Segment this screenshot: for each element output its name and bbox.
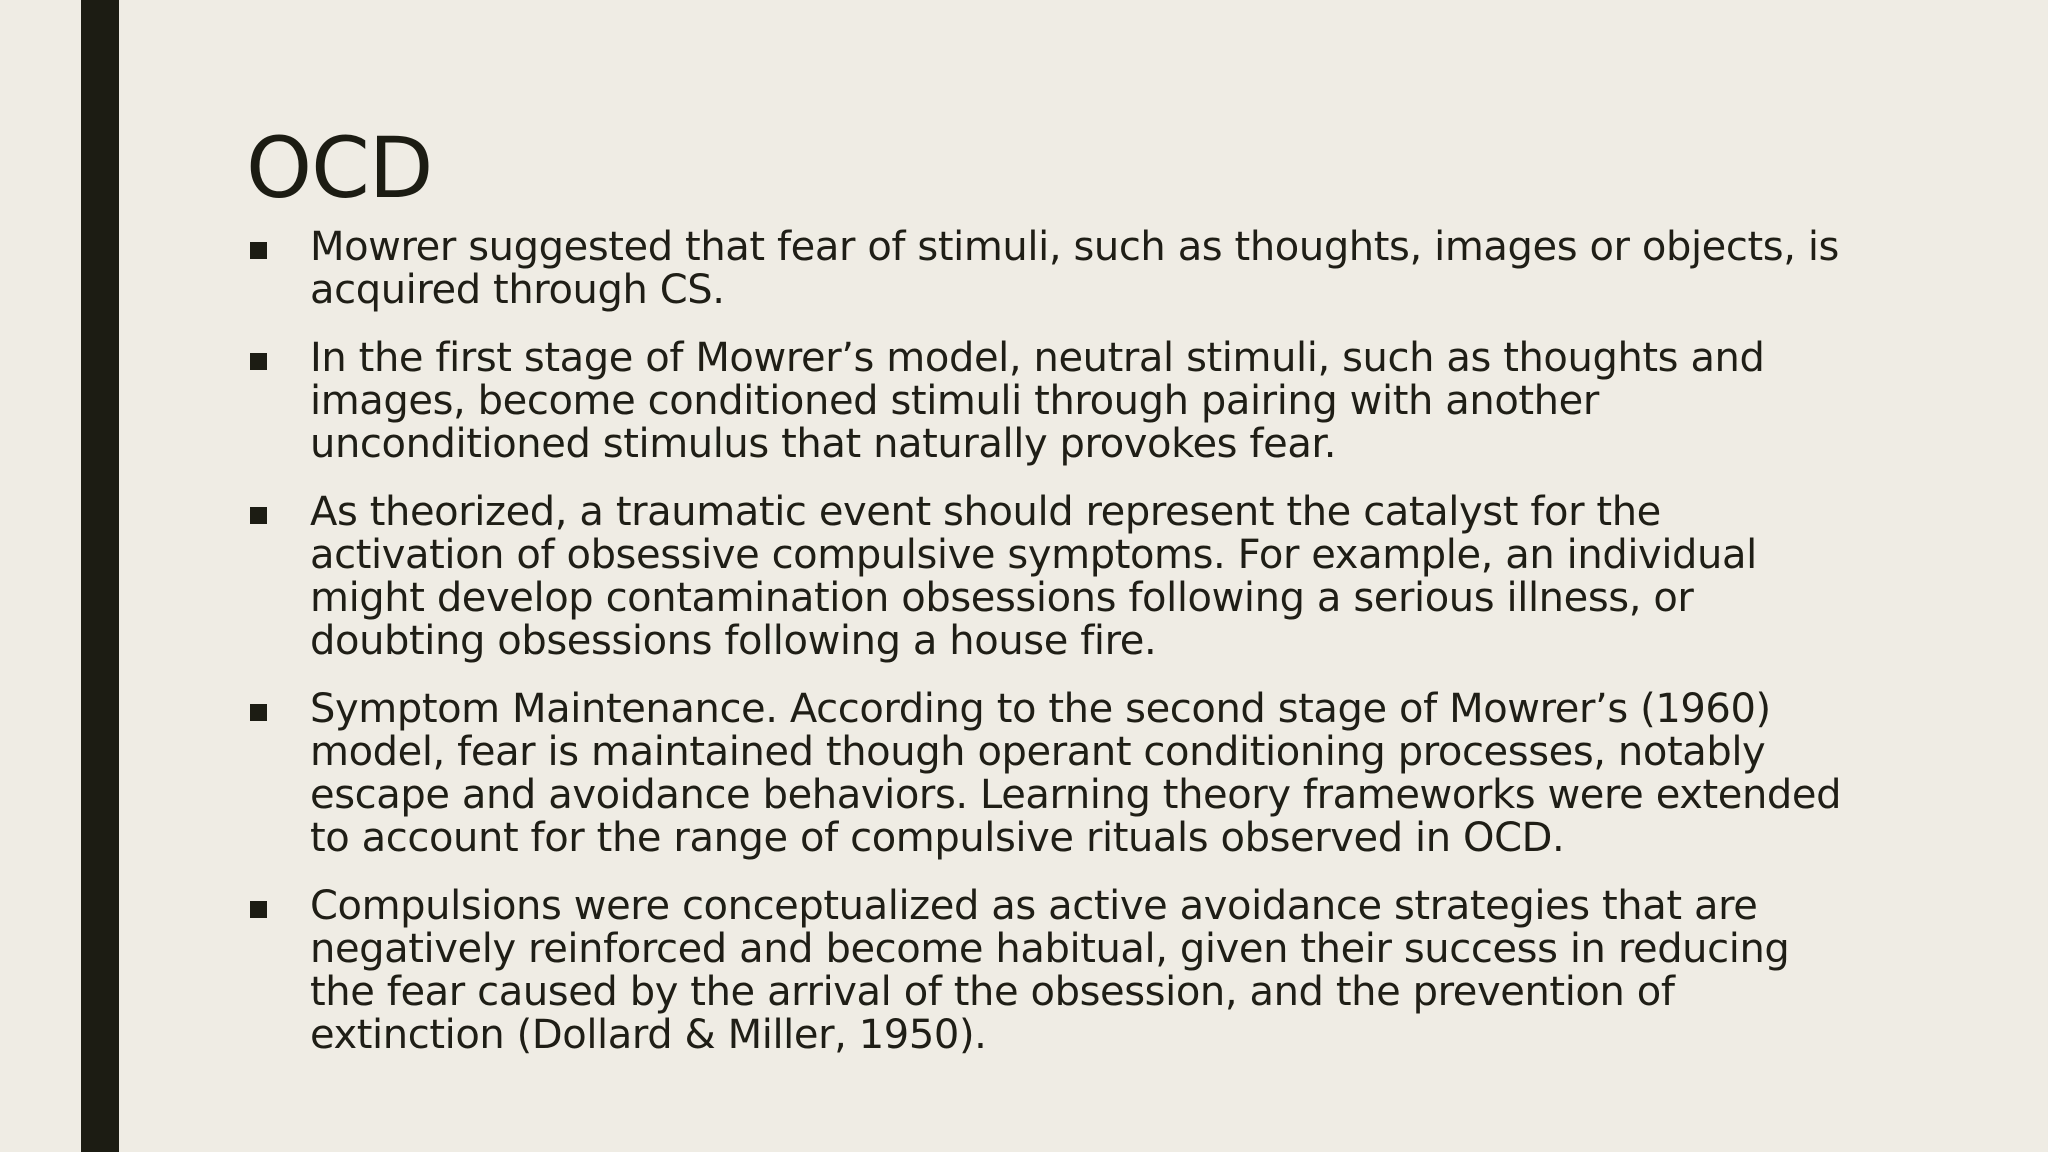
bullet-text: As theorized, a traumatic event should represent the catalyst for the activation of obsessive compulsive symptoms. For example, an individual might develop contamination obsessions following a serious illness, or doubting obsessions following a house fire. bbox=[310, 489, 1757, 664]
bullet-text: Symptom Maintenance. According to the second stage of Mowrer’s (1960) model, fear is maintained though operant conditioning processes, notably escape and avoidance behaviors. Learning theory frameworks were extended to account for the range of compulsive rituals observed in OCD. bbox=[310, 686, 1842, 861]
square-bullet-icon bbox=[250, 353, 267, 370]
square-bullet-icon bbox=[250, 242, 267, 259]
bullet-text: Mowrer suggested that fear of stimuli, such as thoughts, images or objects, is acquired through CS. bbox=[310, 224, 1839, 313]
bullet-item bbox=[246, 226, 1846, 312]
bullet-item bbox=[246, 885, 1846, 1057]
slide-title: OCD bbox=[246, 119, 433, 217]
square-bullet-icon bbox=[250, 901, 267, 918]
bullet-text: In the first stage of Mowrer’s model, neutral stimuli, such as thoughts and images, become conditioned stimuli through pairing with another unconditioned stimulus that naturally provokes fear. bbox=[310, 335, 1765, 467]
square-bullet-icon bbox=[250, 704, 267, 721]
left-accent-bar bbox=[81, 0, 119, 1152]
bullet-item bbox=[246, 337, 1846, 466]
square-bullet-icon bbox=[250, 507, 267, 524]
bullet-item bbox=[246, 491, 1846, 663]
bullet-text: Compulsions were conceptualized as active avoidance strategies that are negatively reinforced and become habitual, given their success in reducing the fear caused by the arrival of the obsession, and the prevention of extinction (Dollard & Miller, 1950). bbox=[310, 883, 1790, 1058]
bullet-item bbox=[246, 688, 1846, 860]
bullet-list bbox=[246, 226, 1846, 1082]
